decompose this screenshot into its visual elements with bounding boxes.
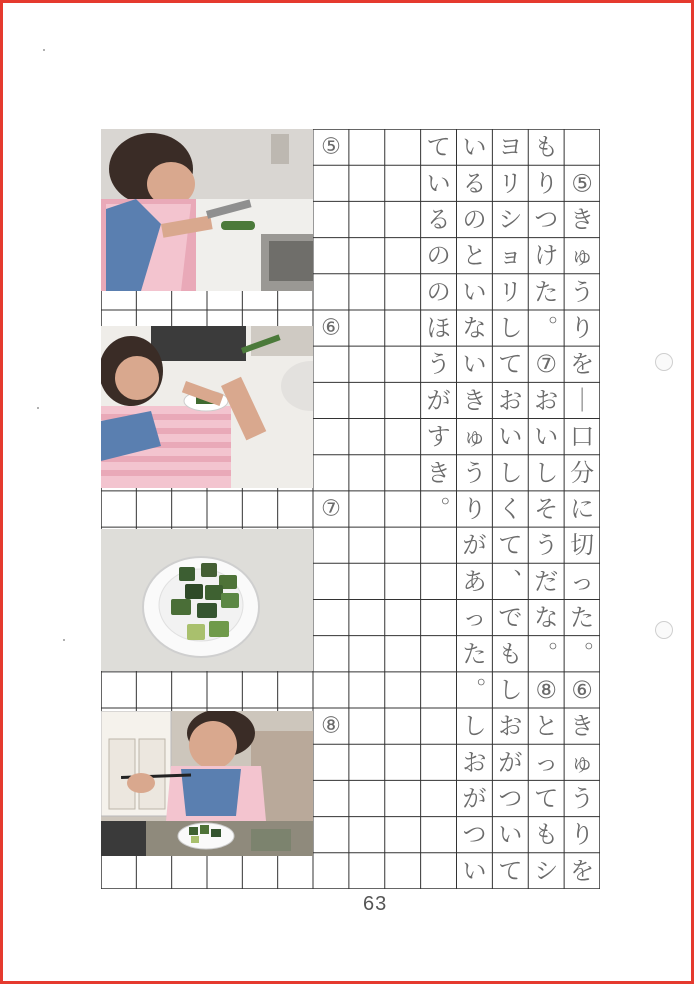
handwritten-char: リ	[498, 169, 523, 198]
handwritten-char: シ	[498, 205, 523, 234]
handwritten-char: い	[462, 350, 487, 379]
handwritten-char: つ	[534, 205, 559, 234]
handwritten-char: す	[426, 422, 451, 451]
handwritten-char: う	[534, 531, 559, 560]
handwritten-char: あ	[462, 567, 487, 596]
handwritten-char: と	[462, 241, 487, 270]
handwritten-char: そ	[534, 495, 559, 523]
handwritten-char: て	[426, 133, 451, 162]
scan-speck	[63, 639, 65, 641]
handwritten-char: に	[570, 495, 595, 523]
handwritten-char: が	[462, 784, 487, 813]
handwritten-char: お	[462, 748, 487, 777]
handwritten-char: り	[570, 314, 595, 343]
handwritten-char: お	[498, 712, 523, 741]
handwritten-char: も	[534, 133, 559, 162]
handwritten-char: ︑	[498, 567, 523, 596]
handwritten-char: の	[462, 205, 487, 234]
handwritten-char: な	[534, 603, 559, 632]
handwritten-char: い	[498, 422, 523, 451]
handwritten-char: ︒	[426, 495, 451, 523]
punch-hole-mark	[655, 621, 673, 639]
handwritten-char: の	[426, 241, 451, 270]
handwritten-char: き	[570, 205, 595, 234]
handwritten-char: お	[498, 386, 523, 415]
step-marker: ⑧	[321, 713, 341, 739]
handwritten-char: て	[498, 856, 523, 885]
handwritten-char: う	[426, 350, 451, 379]
handwritten-char: る	[462, 169, 487, 198]
handwritten-text	[101, 129, 600, 889]
handwritten-char: ⑦	[535, 350, 557, 379]
handwritten-char: き	[462, 386, 487, 415]
handwritten-char: ゅ	[462, 422, 487, 451]
handwritten-char	[570, 133, 594, 161]
handwritten-char: っ	[570, 567, 595, 596]
handwritten-char: り	[462, 495, 487, 523]
handwritten-char: し	[534, 458, 559, 487]
step-marker: ⑦	[321, 496, 341, 522]
handwritten-char: け	[534, 241, 559, 270]
handwritten-char: る	[426, 205, 451, 234]
handwritten-char: ︒	[534, 639, 559, 668]
handwritten-char: い	[462, 133, 487, 162]
handwritten-char: て	[534, 784, 559, 813]
handwritten-char: つ	[462, 820, 487, 849]
handwritten-char: し	[498, 458, 523, 487]
handwritten-char: ゅ	[570, 748, 595, 777]
handwritten-char: い	[462, 856, 487, 885]
genkou-sheet	[101, 129, 600, 889]
handwritten-char: シ	[534, 856, 559, 885]
handwritten-char: ョ	[498, 241, 523, 270]
handwritten-char: た	[462, 639, 487, 668]
handwritten-char: も	[534, 820, 559, 849]
handwritten-char: ゅ	[570, 241, 595, 270]
handwritten-char: ︒	[570, 639, 595, 668]
handwritten-char: し	[462, 712, 487, 741]
handwritten-char: を	[570, 350, 595, 379]
step-marker: ⑥	[321, 315, 341, 341]
punch-hole-mark	[655, 353, 673, 371]
handwritten-char: い	[462, 277, 487, 306]
handwritten-char: 分	[570, 458, 595, 487]
handwritten-char: な	[462, 314, 487, 343]
handwritten-char: き	[570, 712, 595, 741]
handwritten-char: う	[462, 458, 487, 487]
handwritten-char: て	[498, 531, 523, 560]
handwritten-char: ⑥	[571, 675, 593, 704]
handwritten-char: し	[498, 675, 523, 704]
handwritten-char: が	[462, 531, 487, 560]
step-marker: ⑤	[321, 134, 341, 160]
handwritten-char: く	[498, 495, 523, 523]
handwritten-char: し	[498, 314, 523, 343]
handwritten-char: が	[426, 386, 451, 415]
handwritten-char: り	[570, 820, 595, 849]
handwritten-char: っ	[462, 603, 487, 632]
page-number: 63	[363, 893, 388, 915]
handwritten-char: ⑧	[535, 675, 557, 704]
handwritten-char: て	[498, 350, 523, 379]
handwritten-char: と	[534, 712, 559, 741]
handwritten-char: だ	[534, 567, 559, 596]
handwritten-char: を	[570, 856, 595, 885]
handwritten-char: い	[534, 422, 559, 451]
handwritten-char: ︒	[534, 314, 559, 343]
handwritten-char: ︒	[462, 675, 487, 704]
handwritten-char: も	[498, 639, 523, 668]
handwritten-char: つ	[498, 784, 523, 813]
handwritten-char: ほ	[426, 314, 451, 343]
handwritten-char: 口	[570, 422, 595, 451]
handwritten-char: リ	[498, 277, 523, 306]
handwritten-char: で	[498, 603, 523, 632]
handwritten-char: ｜	[570, 386, 595, 415]
scan-speck	[37, 407, 39, 409]
handwritten-char: ヨ	[498, 133, 523, 162]
handwritten-char: う	[570, 277, 595, 306]
scan-speck	[43, 49, 45, 51]
handwritten-char: い	[498, 820, 523, 849]
handwritten-char: い	[426, 169, 451, 198]
handwritten-char: ⑤	[571, 169, 593, 198]
handwritten-char: た	[570, 603, 595, 632]
handwritten-char: お	[534, 386, 559, 415]
handwritten-char: が	[498, 748, 523, 777]
handwritten-char: り	[534, 169, 559, 198]
handwritten-char: 切	[570, 531, 595, 560]
handwritten-char: の	[426, 277, 451, 306]
handwritten-char: う	[570, 784, 595, 813]
handwritten-char: き	[426, 458, 451, 487]
handwritten-char: っ	[534, 748, 559, 777]
handwritten-char: た	[534, 277, 559, 306]
